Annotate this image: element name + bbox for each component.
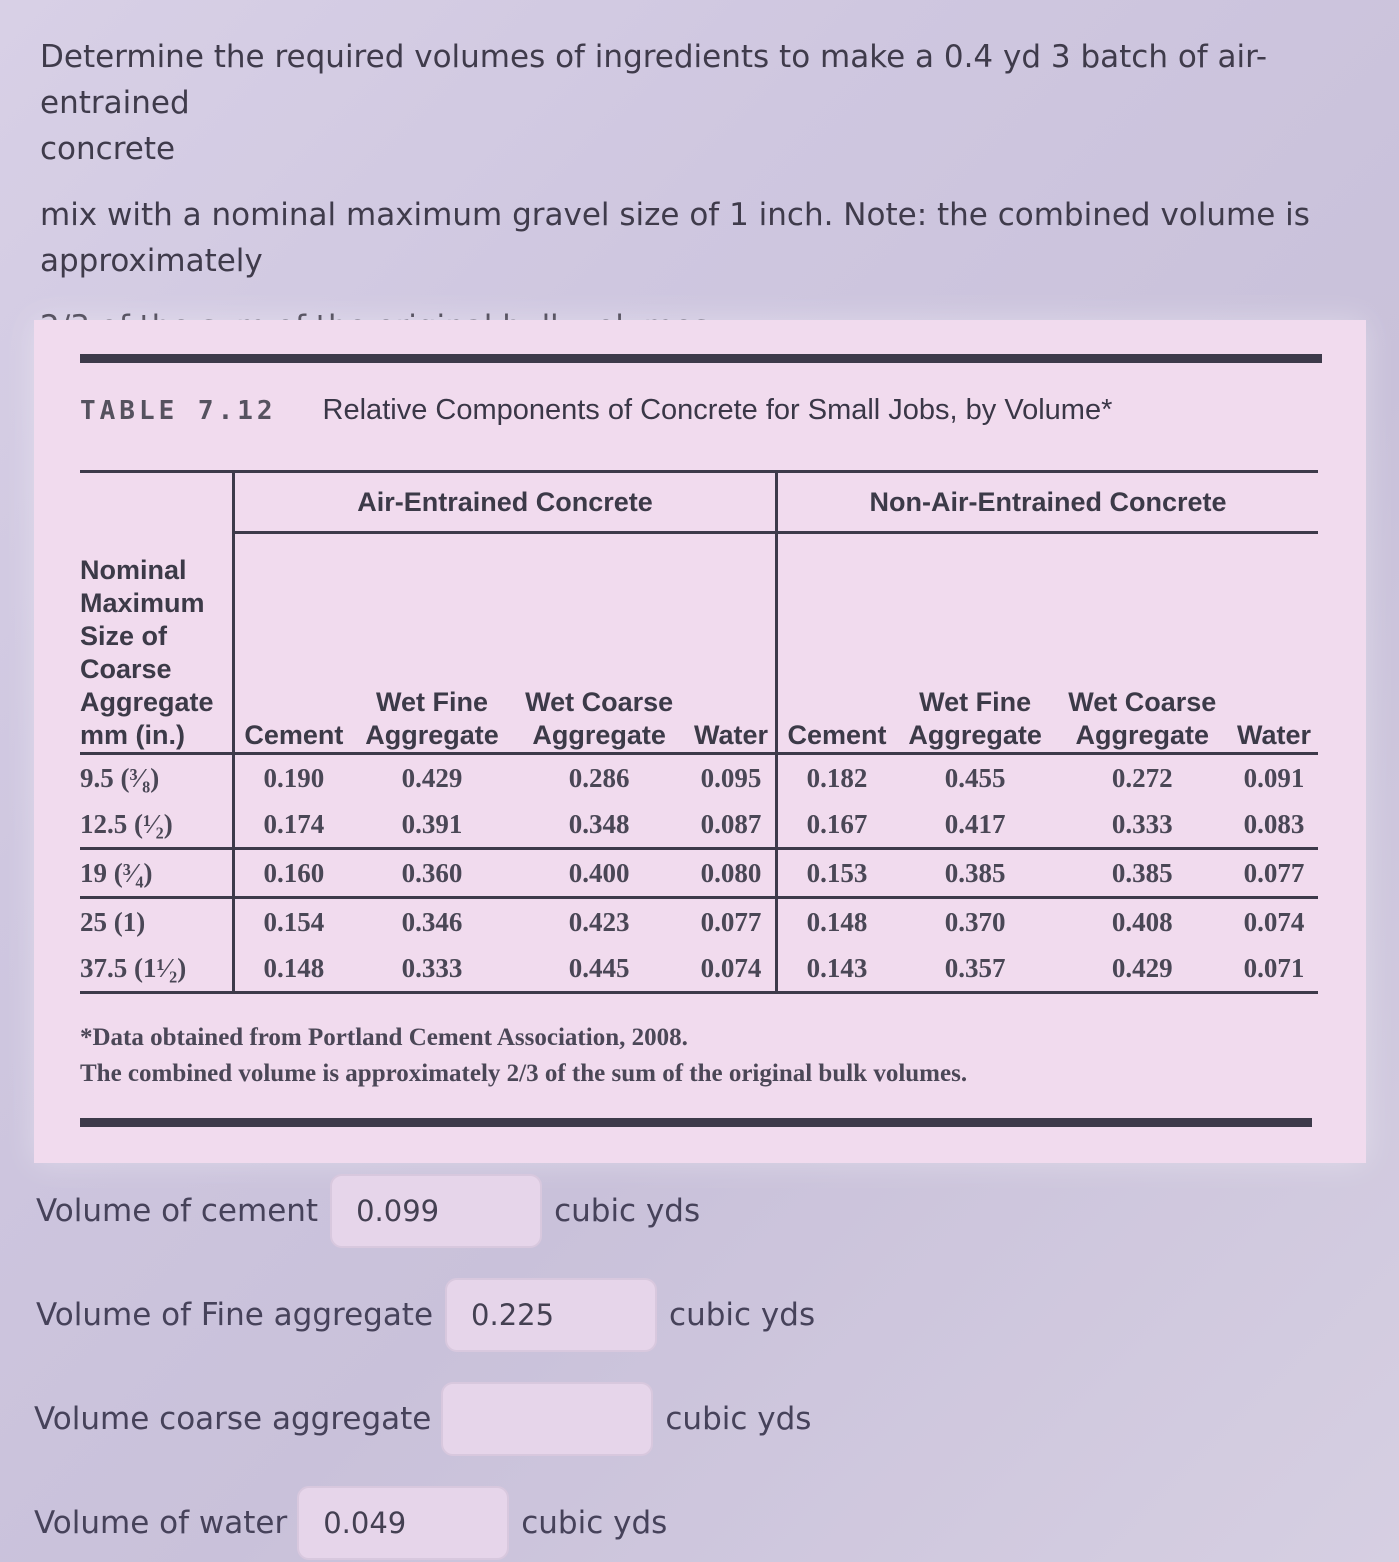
size-cell: 9.5 (³⁄₈) [80,754,234,802]
col-size-line: Maximum [80,588,205,618]
coarse-unit: cubic yds [665,1401,812,1437]
fine-aggregate-input[interactable]: 0.225 [445,1278,657,1352]
table-number: TABLE 7.12 [80,396,277,426]
cement-input[interactable]: 0.099 [330,1174,542,1248]
top-rule [80,354,1322,363]
non-air-value-cell: 0.417 [944,808,1006,839]
cement-label: Volume of cement [36,1193,319,1229]
non-air-value-cell: 0.071 [1230,945,1318,993]
col-size-line: Aggregate [80,687,214,717]
question-line: mix with a nominal maximum gravel size of 1 inch. Note: the combined volume is [40,197,1310,233]
table-row [80,898,1318,946]
col-fine-line: Aggregate [908,720,1042,750]
table-row [80,801,1318,849]
footnote [80,1020,967,1092]
air-value-cell: 0.346 [353,898,511,946]
non-air-value-cell: 0.143 [777,945,896,993]
col-header-fine [896,533,1054,754]
air-value-cell: 0.360 [353,849,511,898]
size-cell: 19 (³⁄₄) [80,849,234,898]
size-cell: 37.5 (1¹⁄₂) [80,945,234,993]
table-row [80,849,1318,898]
footnote-note: The combined volume is approximately 2/3 of the sum of the original bulk volumes. [80,1060,968,1087]
non-air-value-cell: 0.148 [777,898,896,946]
water-label: Volume of water [34,1505,288,1541]
air-value-cell: 0.077 [687,898,777,946]
concrete-table [80,470,1318,994]
table-figure [34,320,1366,1163]
air-value-cell: 0.087 [700,808,762,839]
air-value-cell: 0.154 [234,898,353,946]
col-header-size [80,533,234,754]
table-caption: Relative Components of Concrete for Small Jobs, by Volume* [322,394,1113,426]
air-value-cell: 0.160 [234,849,353,898]
air-value-cell: 0.445 [511,945,687,993]
air-value-cell: 0.391 [401,808,463,839]
non-air-value-cell: 0.272 [1054,754,1230,802]
table-row [80,945,1318,993]
question-line: concrete [40,131,176,167]
question-line: approximately [40,243,263,279]
non-air-value-cell: 0.077 [1230,849,1318,898]
non-air-value-cell: 0.167 [777,801,896,849]
air-value-cell: 0.286 [511,754,687,802]
cement-row [36,1174,700,1248]
col-header-coarse [511,533,687,754]
non-air-value-cell: 0.429 [1054,945,1230,993]
col-coarse-line: Aggregate [532,720,666,750]
size-cell: 25 (1) [80,898,234,946]
non-air-value-cell: 0.455 [896,754,1054,802]
air-value-cell: 0.348 [568,808,630,839]
col-fine-line: Aggregate [365,720,499,750]
question-line: Determine the required volumes of ingredients to make a 0.4 yd 3 batch of air-entrained [40,39,1268,121]
non-air-value-cell: 0.153 [777,849,896,898]
air-value-cell: 0.174 [234,801,353,849]
air-value-cell: 0.095 [687,754,777,802]
cement-unit: cubic yds [554,1193,701,1229]
group-non-air-entrained: Non-Air-Entrained Concrete [777,472,1318,533]
col-header-cement: Cement [777,533,896,754]
water-row [34,1486,667,1560]
table-row [80,754,1318,802]
table-title [80,394,1112,427]
air-value-cell: 0.190 [234,754,353,802]
air-value-cell: 0.148 [234,945,353,993]
fine-label: Volume of Fine aggregate [36,1297,434,1333]
footnote-source: *Data obtained from Portland Cement Association, 2008. [80,1024,688,1051]
air-value-cell: 0.423 [511,898,687,946]
non-air-value-cell: 0.370 [896,898,1054,946]
water-input[interactable]: 0.049 [297,1486,509,1560]
non-air-value-cell: 0.357 [896,945,1054,993]
col-header-cement: Cement [234,533,353,754]
air-value-cell: 0.333 [353,945,511,993]
col-header-water: Water [1237,720,1312,750]
fine-unit: cubic yds [669,1297,816,1333]
col-size-line: Nominal [80,555,187,585]
col-size-line: mm (in.) [80,720,185,750]
bottom-rule [80,1118,1312,1127]
coarse-row [34,1382,811,1456]
coarse-aggregate-input[interactable] [441,1382,653,1456]
size-cell: 12.5 (¹⁄₂) [80,808,173,839]
col-fine-line: Wet Fine [919,687,1032,717]
col-size-line: Size of [80,621,168,651]
air-value-cell: 0.429 [353,754,511,802]
col-coarse-line: Aggregate [1075,720,1210,750]
col-header-coarse [1054,533,1230,754]
non-air-value-cell: 0.385 [1054,849,1230,898]
fine-row [36,1278,815,1352]
group-air-entrained: Air-Entrained Concrete [234,472,777,533]
air-value-cell: 0.074 [687,945,777,993]
col-header-water: Water [694,720,769,750]
air-value-cell: 0.080 [687,849,777,898]
air-value-cell: 0.400 [511,849,687,898]
coarse-label: Volume coarse aggregate [34,1401,432,1437]
corner-cell [80,472,234,533]
non-air-value-cell: 0.074 [1230,898,1318,946]
non-air-value-cell: 0.091 [1230,754,1318,802]
col-fine-line: Wet Fine [376,687,489,717]
col-size-line: Coarse [80,654,172,684]
col-coarse-line: Wet Coarse [1068,687,1217,717]
water-unit: cubic yds [521,1505,668,1541]
non-air-value-cell: 0.182 [777,754,896,802]
non-air-value-cell: 0.385 [896,849,1054,898]
col-header-fine [353,533,511,754]
col-coarse-line: Wet Coarse [525,687,674,717]
question-text [40,34,1340,350]
non-air-value-cell: 0.333 [1111,808,1173,839]
non-air-value-cell: 0.408 [1054,898,1230,946]
non-air-value-cell: 0.083 [1243,808,1305,839]
